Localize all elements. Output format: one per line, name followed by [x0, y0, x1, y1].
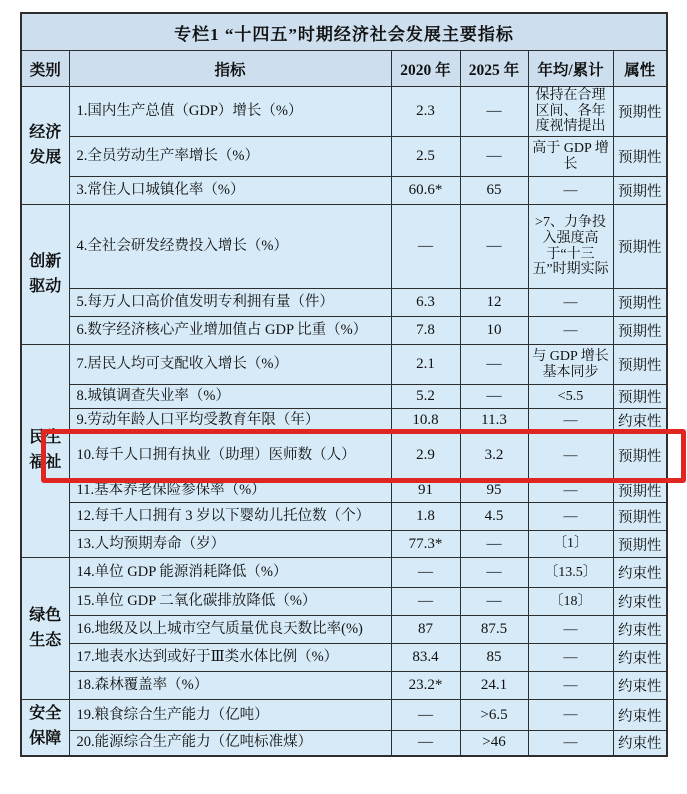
value-2020-cell: 2.3	[391, 87, 460, 137]
attribute-cell: 预期性	[613, 433, 667, 479]
value-2025-cell: 12	[460, 289, 528, 317]
value-2025-cell: 11.3	[460, 409, 528, 433]
indicator-cell: 7.居民人均可支配收入增长（%）	[69, 345, 391, 385]
value-2025-cell: 3.2	[460, 433, 528, 479]
value-2020-cell: 60.6*	[391, 177, 460, 205]
annual-cell: —	[528, 644, 613, 672]
annual-cell: 保持在合理区间、各年度视情提出	[528, 87, 613, 137]
indicator-cell: 2.全员劳动生产率增长（%）	[69, 137, 391, 177]
col-header-indicator: 指标	[69, 51, 391, 87]
value-2025-cell: —	[460, 385, 528, 409]
value-2020-cell: 2.1	[391, 345, 460, 385]
annual-cell: 高于 GDP 增长	[528, 137, 613, 177]
table-row	[21, 137, 667, 177]
value-2025-cell: 85	[460, 644, 528, 672]
table-row	[21, 409, 667, 433]
indicator-cell: 3.常住人口城镇化率（%）	[69, 177, 391, 205]
value-2025-cell: >6.5	[460, 700, 528, 731]
value-2025-cell: —	[460, 558, 528, 588]
annual-cell: —	[528, 731, 613, 756]
attribute-cell: 预期性	[613, 531, 667, 558]
indicator-cell: 20.能源综合生产能力（亿吨标准煤）	[69, 731, 391, 756]
value-2025-cell: 95	[460, 479, 528, 503]
col-header-annual: 年均/累计	[528, 51, 613, 87]
value-2025-cell: 87.5	[460, 616, 528, 644]
annual-cell: >7、力争投入强度高于“十三五”时期实际	[528, 205, 613, 289]
table-row	[21, 289, 667, 317]
attribute-cell: 预期性	[613, 385, 667, 409]
table-title: 专栏1 “十四五”时期经济社会发展主要指标	[21, 13, 667, 51]
value-2020-cell: 7.8	[391, 317, 460, 345]
value-2025-cell: —	[460, 137, 528, 177]
table-row	[21, 503, 667, 531]
col-header-2025: 2025 年	[460, 51, 528, 87]
value-2020-cell: —	[391, 558, 460, 588]
value-2020-cell: 77.3*	[391, 531, 460, 558]
attribute-cell: 预期性	[613, 317, 667, 345]
annual-cell: —	[528, 672, 613, 700]
value-2020-cell: 87	[391, 616, 460, 644]
table-row	[21, 644, 667, 672]
value-2020-cell: —	[391, 731, 460, 756]
attribute-cell: 约束性	[613, 616, 667, 644]
table-row	[21, 385, 667, 409]
table-row	[21, 731, 667, 756]
value-2025-cell: —	[460, 531, 528, 558]
table-row	[21, 531, 667, 558]
category-cell-security: 安全保障	[21, 700, 69, 756]
value-2025-cell: 65	[460, 177, 528, 205]
indicator-cell: 8.城镇调查失业率（%）	[69, 385, 391, 409]
col-header-attribute: 属性	[613, 51, 667, 87]
attribute-cell: 预期性	[613, 87, 667, 137]
attribute-cell: 预期性	[613, 479, 667, 503]
value-2025-cell: —	[460, 588, 528, 616]
value-2020-cell: 2.9	[391, 433, 460, 479]
annual-cell: —	[528, 177, 613, 205]
attribute-cell: 约束性	[613, 409, 667, 433]
attribute-cell: 预期性	[613, 205, 667, 289]
annual-cell: 与 GDP 增长基本同步	[528, 345, 613, 385]
attribute-cell: 预期性	[613, 137, 667, 177]
value-2020-cell: 5.2	[391, 385, 460, 409]
annual-cell: —	[528, 289, 613, 317]
indicator-cell: 12.每千人口拥有 3 岁以下婴幼儿托位数（个）	[69, 503, 391, 531]
table-header-row	[21, 51, 667, 87]
annual-cell: —	[528, 479, 613, 503]
table-row	[21, 616, 667, 644]
annual-cell: —	[528, 433, 613, 479]
value-2020-cell: 91	[391, 479, 460, 503]
col-header-2020: 2020 年	[391, 51, 460, 87]
attribute-cell: 预期性	[613, 345, 667, 385]
annual-cell: —	[528, 503, 613, 531]
indicator-cell: 15.单位 GDP 二氧化碳排放降低（%）	[69, 588, 391, 616]
value-2020-cell: 2.5	[391, 137, 460, 177]
indicator-table	[20, 12, 668, 757]
annual-cell: —	[528, 700, 613, 731]
attribute-cell: 预期性	[613, 177, 667, 205]
category-cell-economy: 经济发展	[21, 87, 69, 205]
table-row	[21, 479, 667, 503]
indicator-cell: 13.人均预期寿命（岁）	[69, 531, 391, 558]
table-row	[21, 317, 667, 345]
value-2025-cell: —	[460, 205, 528, 289]
attribute-cell: 约束性	[613, 558, 667, 588]
table-row	[21, 345, 667, 385]
value-2020-cell: 23.2*	[391, 672, 460, 700]
table-row	[21, 558, 667, 588]
value-2025-cell: 4.5	[460, 503, 528, 531]
value-2025-cell: >46	[460, 731, 528, 756]
value-2020-cell: 83.4	[391, 644, 460, 672]
attribute-cell: 预期性	[613, 289, 667, 317]
table-row	[21, 177, 667, 205]
attribute-cell: 约束性	[613, 644, 667, 672]
indicator-cell: 5.每万人口高价值发明专利拥有量（件）	[69, 289, 391, 317]
indicator-cell: 6.数字经济核心产业增加值占 GDP 比重（%）	[69, 317, 391, 345]
value-2025-cell: 10	[460, 317, 528, 345]
attribute-cell: 约束性	[613, 588, 667, 616]
table-row	[21, 588, 667, 616]
value-2020-cell: —	[391, 588, 460, 616]
value-2020-cell: —	[391, 700, 460, 731]
indicator-cell: 1.国内生产总值（GDP）增长（%）	[69, 87, 391, 137]
category-cell-livelihood: 民生福祉	[21, 345, 69, 558]
indicator-cell: 19.粮食综合生产能力（亿吨）	[69, 700, 391, 731]
annual-cell: —	[528, 317, 613, 345]
indicator-cell: 14.单位 GDP 能源消耗降低（%）	[69, 558, 391, 588]
category-cell-innovation: 创新驱动	[21, 205, 69, 345]
annual-cell: —	[528, 616, 613, 644]
indicator-cell: 16.地级及以上城市空气质量优良天数比率(%)	[69, 616, 391, 644]
indicator-cell: 10.每千人口拥有执业（助理）医师数（人）	[69, 433, 391, 479]
table-row	[21, 87, 667, 137]
col-header-category: 类别	[21, 51, 69, 87]
value-2025-cell: —	[460, 87, 528, 137]
table-row	[21, 205, 667, 289]
value-2020-cell: 6.3	[391, 289, 460, 317]
table-row	[21, 700, 667, 731]
annual-cell: —	[528, 409, 613, 433]
annual-cell: 〔1〕	[528, 531, 613, 558]
value-2020-cell: —	[391, 205, 460, 289]
attribute-cell: 约束性	[613, 700, 667, 731]
value-2025-cell: 24.1	[460, 672, 528, 700]
value-2020-cell: 1.8	[391, 503, 460, 531]
indicator-cell: 4.全社会研发经费投入增长（%）	[69, 205, 391, 289]
annual-cell: <5.5	[528, 385, 613, 409]
category-cell-green: 绿色生态	[21, 558, 69, 700]
table-row-highlighted	[21, 433, 667, 479]
table-row	[21, 672, 667, 700]
annual-cell: 〔13.5〕	[528, 558, 613, 588]
annual-cell: 〔18〕	[528, 588, 613, 616]
table-title-row	[21, 13, 667, 51]
value-2020-cell: 10.8	[391, 409, 460, 433]
indicator-cell: 17.地表水达到或好于Ⅲ类水体比例（%）	[69, 644, 391, 672]
attribute-cell: 约束性	[613, 672, 667, 700]
indicator-cell: 11.基本养老保险参保率（%）	[69, 479, 391, 503]
attribute-cell: 约束性	[613, 731, 667, 756]
attribute-cell: 预期性	[613, 503, 667, 531]
value-2025-cell: —	[460, 345, 528, 385]
indicator-cell: 18.森林覆盖率（%）	[69, 672, 391, 700]
indicator-cell: 9.劳动年龄人口平均受教育年限（年）	[69, 409, 391, 433]
